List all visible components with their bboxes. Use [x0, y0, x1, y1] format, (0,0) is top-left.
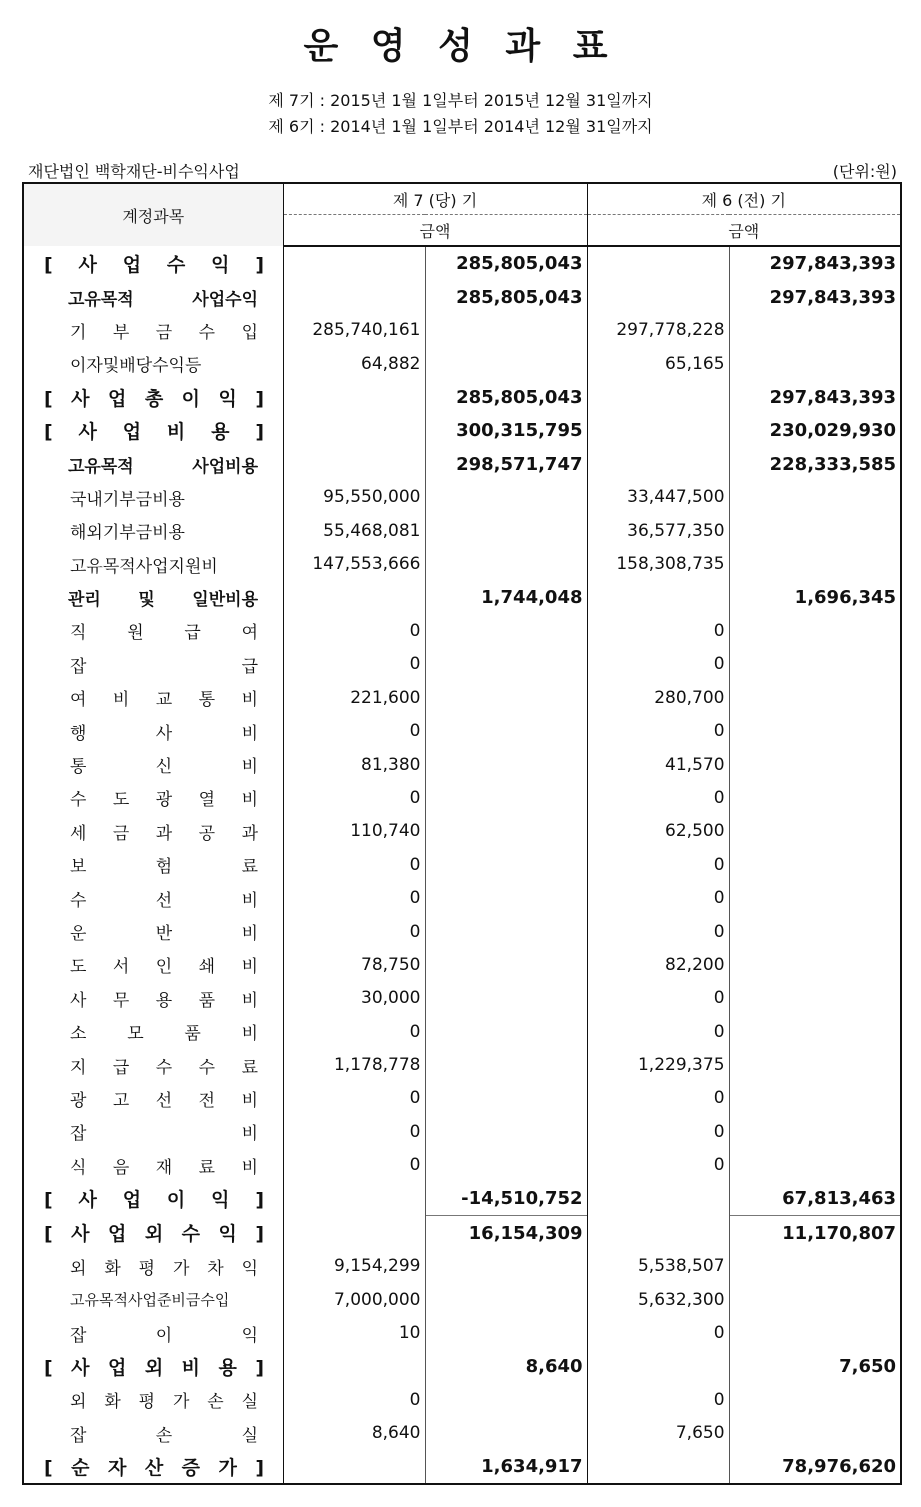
current-total-amount — [425, 1082, 587, 1115]
account-name-cell — [23, 714, 283, 747]
account-name-cell — [23, 1149, 283, 1182]
account-name-cell — [23, 1082, 283, 1115]
current-detail-amount: 9,154,299 — [283, 1250, 425, 1283]
previous-detail-amount: 158,308,735 — [587, 548, 729, 581]
current-detail-amount: 0 — [283, 1015, 425, 1048]
current-total-amount: 16,154,309 — [425, 1216, 587, 1250]
previous-total-amount: 297,843,393 — [729, 280, 901, 313]
previous-detail-amount: 0 — [587, 848, 729, 881]
previous-total-amount — [729, 948, 901, 981]
current-detail-amount: 55,468,081 — [283, 514, 425, 547]
previous-detail-amount: 0 — [587, 614, 729, 647]
previous-total-amount — [729, 1317, 901, 1350]
table-row — [23, 1350, 901, 1383]
previous-detail-amount: 62,500 — [587, 815, 729, 848]
previous-total-amount — [729, 1250, 901, 1283]
previous-total-amount — [729, 681, 901, 714]
unit-label: (단위:원) — [832, 162, 897, 181]
current-detail-amount: 285,740,161 — [283, 314, 425, 347]
table-row — [23, 1182, 901, 1216]
account-name: 도 서 인 쇄 비 — [70, 957, 258, 978]
table-row — [23, 714, 901, 747]
account-name-cell — [23, 447, 283, 480]
current-detail-amount: 95,550,000 — [283, 481, 425, 514]
previous-total-amount: 230,029,930 — [729, 414, 901, 447]
account-name-cell — [23, 246, 283, 280]
previous-total-amount: 78,976,620 — [729, 1450, 901, 1484]
current-detail-amount: 0 — [283, 915, 425, 948]
current-detail-amount — [283, 246, 425, 280]
current-detail-amount — [283, 581, 425, 614]
account-name-cell — [23, 681, 283, 714]
previous-detail-amount — [587, 581, 729, 614]
previous-detail-amount: 0 — [587, 781, 729, 814]
current-total-amount: -14,510,752 — [425, 1182, 587, 1216]
previous-total-amount: 7,650 — [729, 1350, 901, 1383]
current-total-amount — [425, 514, 587, 547]
previous-total-amount — [729, 1048, 901, 1081]
account-name-cell — [23, 1383, 283, 1416]
current-detail-amount: 0 — [283, 848, 425, 881]
operating-results-table — [22, 182, 902, 1485]
previous-detail-amount: 0 — [587, 1149, 729, 1182]
account-name-cell — [23, 1048, 283, 1081]
account-name: 광 고 선 전 비 — [70, 1090, 258, 1111]
account-name: [ 사 업 총 이 익 ] — [44, 387, 264, 410]
current-total-amount — [425, 1250, 587, 1283]
current-total-amount — [425, 314, 587, 347]
previous-total-amount — [729, 548, 901, 581]
current-total-amount: 285,805,043 — [425, 246, 587, 280]
account-name: 해외기부금비용 — [70, 523, 185, 544]
header-account: 계정과목 — [23, 183, 283, 246]
account-name-cell — [23, 1317, 283, 1350]
account-name-cell — [23, 948, 283, 981]
current-total-amount — [425, 681, 587, 714]
table-row — [23, 381, 901, 414]
previous-detail-amount: 0 — [587, 1015, 729, 1048]
table-body — [23, 246, 901, 1484]
previous-detail-amount: 7,650 — [587, 1417, 729, 1450]
account-name: 이자및배당수익등 — [70, 356, 202, 377]
previous-detail-amount: 1,229,375 — [587, 1048, 729, 1081]
previous-total-amount: 1,696,345 — [729, 581, 901, 614]
account-name: [ 사 업 이 익 ] — [44, 1189, 264, 1212]
previous-total-amount — [729, 1082, 901, 1115]
table-row — [23, 648, 901, 681]
header-previous-period: 제 6 (전) 기 — [587, 183, 901, 215]
previous-detail-amount: 65,165 — [587, 347, 729, 380]
table-row — [23, 614, 901, 647]
previous-total-amount — [729, 881, 901, 914]
current-detail-amount: 0 — [283, 648, 425, 681]
current-total-amount — [425, 1115, 587, 1148]
current-detail-amount: 110,740 — [283, 815, 425, 848]
previous-total-amount — [729, 748, 901, 781]
account-name-cell — [23, 1350, 283, 1383]
account-name: 식 음 재 료 비 — [70, 1157, 258, 1178]
account-name: [ 사 업 비 용 ] — [44, 421, 264, 444]
current-detail-amount: 147,553,666 — [283, 548, 425, 581]
current-total-amount — [425, 881, 587, 914]
previous-total-amount — [729, 915, 901, 948]
table-row — [23, 447, 901, 480]
account-name: 잡 이 익 — [70, 1325, 258, 1346]
current-detail-amount: 8,640 — [283, 1417, 425, 1450]
account-name: 외 화 평 가 손 실 — [70, 1392, 258, 1413]
account-name: 국내기부금비용 — [70, 489, 185, 510]
table-row — [23, 815, 901, 848]
previous-total-amount — [729, 848, 901, 881]
previous-detail-amount: 5,632,300 — [587, 1283, 729, 1316]
previous-detail-amount — [587, 447, 729, 480]
current-total-amount — [425, 1417, 587, 1450]
previous-detail-amount — [587, 1450, 729, 1484]
account-name: 고유목적사업준비금수입 — [70, 1291, 230, 1310]
table-row — [23, 514, 901, 547]
previous-detail-amount — [587, 1350, 729, 1383]
account-name-cell — [23, 1450, 283, 1484]
current-detail-amount: 0 — [283, 781, 425, 814]
account-name-cell — [23, 314, 283, 347]
account-name: 잡 급 — [70, 656, 258, 677]
previous-detail-amount: 82,200 — [587, 948, 729, 981]
previous-detail-amount: 0 — [587, 648, 729, 681]
account-name-cell — [23, 481, 283, 514]
current-total-amount — [425, 481, 587, 514]
table-row — [23, 1450, 901, 1484]
previous-total-amount — [729, 714, 901, 747]
account-name: 행 사 비 — [70, 723, 258, 744]
previous-total-amount — [729, 614, 901, 647]
current-total-amount — [425, 714, 587, 747]
account-name: 소 모 품 비 — [70, 1024, 258, 1045]
table-row — [23, 748, 901, 781]
previous-total-amount: 297,843,393 — [729, 246, 901, 280]
current-detail-amount — [283, 447, 425, 480]
current-detail-amount: 0 — [283, 614, 425, 647]
account-name-cell — [23, 815, 283, 848]
table-row — [23, 1048, 901, 1081]
account-name-cell — [23, 982, 283, 1015]
current-detail-amount: 30,000 — [283, 982, 425, 1015]
current-detail-amount — [283, 1216, 425, 1250]
previous-detail-amount: 0 — [587, 1317, 729, 1350]
previous-total-amount — [729, 1383, 901, 1416]
account-name: 잡 비 — [70, 1124, 258, 1145]
previous-total-amount — [729, 1417, 901, 1450]
previous-total-amount — [729, 347, 901, 380]
table-row — [23, 1283, 901, 1316]
current-total-amount: 8,640 — [425, 1350, 587, 1383]
previous-detail-amount: 36,577,350 — [587, 514, 729, 547]
previous-detail-amount: 0 — [587, 881, 729, 914]
previous-detail-amount — [587, 280, 729, 313]
current-detail-amount — [283, 1350, 425, 1383]
account-name-cell — [23, 748, 283, 781]
period-current: 제 7기 : 2015년 1월 1일부터 2015년 12월 31일까지 — [268, 91, 653, 110]
account-name-cell — [23, 781, 283, 814]
current-detail-amount — [283, 1182, 425, 1216]
table-row — [23, 948, 901, 981]
account-name: 사 무 용 품 비 — [70, 990, 258, 1011]
previous-total-amount — [729, 815, 901, 848]
previous-detail-amount — [587, 246, 729, 280]
previous-detail-amount — [587, 1216, 729, 1250]
current-detail-amount: 0 — [283, 881, 425, 914]
table-row — [23, 982, 901, 1015]
account-name-cell — [23, 848, 283, 881]
organization-name: 재단법인 백학재단-비수익사업 — [28, 162, 240, 181]
current-detail-amount — [283, 414, 425, 447]
current-total-amount — [425, 748, 587, 781]
current-total-amount — [425, 915, 587, 948]
table-row — [23, 1317, 901, 1350]
account-name-cell — [23, 1182, 283, 1216]
table-row — [23, 414, 901, 447]
current-detail-amount: 0 — [283, 1383, 425, 1416]
current-total-amount — [425, 1048, 587, 1081]
account-name: 여 비 교 통 비 — [70, 690, 258, 711]
current-detail-amount: 0 — [283, 1115, 425, 1148]
table-row — [23, 881, 901, 914]
table-row — [23, 1216, 901, 1250]
account-name: 잡 손 실 — [70, 1425, 258, 1446]
account-name-cell — [23, 1115, 283, 1148]
header-amount-current: 금액 — [283, 215, 587, 247]
current-detail-amount — [283, 381, 425, 414]
current-total-amount: 300,315,795 — [425, 414, 587, 447]
account-name-cell — [23, 347, 283, 380]
account-name: 수 선 비 — [70, 890, 258, 911]
previous-total-amount — [729, 1149, 901, 1182]
previous-detail-amount: 0 — [587, 1115, 729, 1148]
previous-detail-amount: 0 — [587, 982, 729, 1015]
table-row — [23, 1417, 901, 1450]
current-total-amount — [425, 347, 587, 380]
current-detail-amount: 0 — [283, 1082, 425, 1115]
previous-total-amount: 67,813,463 — [729, 1182, 901, 1216]
table-row — [23, 915, 901, 948]
account-name: 기 부 금 수 입 — [70, 322, 258, 343]
account-name-cell — [23, 1015, 283, 1048]
table-row — [23, 1149, 901, 1182]
account-name: [ 사 업 외 수 익 ] — [44, 1223, 264, 1246]
account-name: 수 도 광 열 비 — [70, 790, 258, 811]
current-total-amount — [425, 1015, 587, 1048]
current-total-amount — [425, 1317, 587, 1350]
table-row — [23, 581, 901, 614]
table-row — [23, 1250, 901, 1283]
account-name: [ 사 업 외 비 용 ] — [44, 1357, 264, 1380]
current-total-amount: 1,744,048 — [425, 581, 587, 614]
previous-total-amount — [729, 1115, 901, 1148]
account-name-cell — [23, 915, 283, 948]
account-name-cell — [23, 280, 283, 313]
previous-detail-amount — [587, 1182, 729, 1216]
previous-total-amount — [729, 648, 901, 681]
current-detail-amount: 81,380 — [283, 748, 425, 781]
table-row — [23, 246, 901, 280]
table-row — [23, 681, 901, 714]
account-name-cell — [23, 514, 283, 547]
current-total-amount: 285,805,043 — [425, 381, 587, 414]
previous-total-amount — [729, 514, 901, 547]
table-row — [23, 1082, 901, 1115]
current-detail-amount: 0 — [283, 1149, 425, 1182]
table-row — [23, 781, 901, 814]
account-name-cell — [23, 1283, 283, 1316]
account-name: 통 신 비 — [70, 757, 258, 778]
account-name-cell — [23, 881, 283, 914]
table-row — [23, 1383, 901, 1416]
previous-detail-amount: 5,538,507 — [587, 1250, 729, 1283]
current-total-amount — [425, 648, 587, 681]
current-total-amount — [425, 982, 587, 1015]
current-detail-amount — [283, 1450, 425, 1484]
current-detail-amount: 0 — [283, 714, 425, 747]
account-name-cell — [23, 1417, 283, 1450]
account-name-cell — [23, 381, 283, 414]
previous-detail-amount: 297,778,228 — [587, 314, 729, 347]
account-name-cell — [23, 581, 283, 614]
previous-total-amount — [729, 1283, 901, 1316]
account-name: [ 사 업 수 익 ] — [44, 253, 264, 276]
previous-detail-amount: 41,570 — [587, 748, 729, 781]
previous-total-amount — [729, 982, 901, 1015]
account-name-cell — [23, 614, 283, 647]
current-total-amount — [425, 948, 587, 981]
account-name: 지 급 수 수 료 — [70, 1057, 258, 1078]
table-row — [23, 1015, 901, 1048]
current-total-amount: 1,634,917 — [425, 1450, 587, 1484]
account-name-cell — [23, 548, 283, 581]
account-name-cell — [23, 1216, 283, 1250]
previous-total-amount — [729, 1015, 901, 1048]
current-total-amount — [425, 1149, 587, 1182]
account-name: [ 순 자 산 증 가 ] — [44, 1457, 264, 1480]
current-total-amount: 285,805,043 — [425, 280, 587, 313]
current-total-amount — [425, 815, 587, 848]
account-name: 고유목적사업지원비 — [70, 556, 218, 577]
table-row — [23, 848, 901, 881]
current-detail-amount: 7,000,000 — [283, 1283, 425, 1316]
account-name: 고유목적 사업비용 — [68, 456, 258, 477]
table-row — [23, 548, 901, 581]
table-row — [23, 347, 901, 380]
previous-detail-amount: 0 — [587, 915, 729, 948]
account-name: 외 화 평 가 차 익 — [70, 1258, 258, 1279]
account-name-cell — [23, 648, 283, 681]
previous-total-amount: 297,843,393 — [729, 381, 901, 414]
account-name: 관리 및 일반비용 — [68, 590, 258, 611]
current-total-amount — [425, 548, 587, 581]
current-total-amount — [425, 1383, 587, 1416]
previous-total-amount — [729, 481, 901, 514]
current-detail-amount: 1,178,778 — [283, 1048, 425, 1081]
current-total-amount — [425, 781, 587, 814]
previous-detail-amount: 33,447,500 — [587, 481, 729, 514]
previous-total-amount: 228,333,585 — [729, 447, 901, 480]
current-detail-amount: 78,750 — [283, 948, 425, 981]
current-total-amount — [425, 1283, 587, 1316]
account-name: 보 험 료 — [70, 857, 258, 878]
current-total-amount — [425, 848, 587, 881]
table-row — [23, 1115, 901, 1148]
table-row — [23, 314, 901, 347]
previous-detail-amount — [587, 414, 729, 447]
header-amount-previous: 금액 — [587, 215, 901, 247]
account-name: 직 원 급 여 — [70, 623, 258, 644]
statement-title: 운 영 성 과 표 — [303, 26, 618, 67]
current-detail-amount: 221,600 — [283, 681, 425, 714]
previous-total-amount — [729, 781, 901, 814]
header-current-period: 제 7 (당) 기 — [283, 183, 587, 215]
previous-detail-amount: 0 — [587, 714, 729, 747]
previous-detail-amount — [587, 381, 729, 414]
current-detail-amount — [283, 280, 425, 313]
table-row — [23, 280, 901, 313]
current-detail-amount: 10 — [283, 1317, 425, 1350]
previous-detail-amount: 0 — [587, 1383, 729, 1416]
previous-detail-amount: 280,700 — [587, 681, 729, 714]
account-name: 고유목적 사업수익 — [68, 289, 258, 310]
period-previous: 제 6기 : 2014년 1월 1일부터 2014년 12월 31일까지 — [268, 117, 653, 136]
previous-total-amount: 11,170,807 — [729, 1216, 901, 1250]
current-detail-amount: 64,882 — [283, 347, 425, 380]
account-name-cell — [23, 414, 283, 447]
previous-total-amount — [729, 314, 901, 347]
current-total-amount — [425, 614, 587, 647]
account-name: 세 금 과 공 과 — [70, 823, 258, 844]
account-name: 운 반 비 — [70, 924, 258, 944]
account-name-cell — [23, 1250, 283, 1283]
current-total-amount: 298,571,747 — [425, 447, 587, 480]
table-row — [23, 481, 901, 514]
previous-detail-amount: 0 — [587, 1082, 729, 1115]
